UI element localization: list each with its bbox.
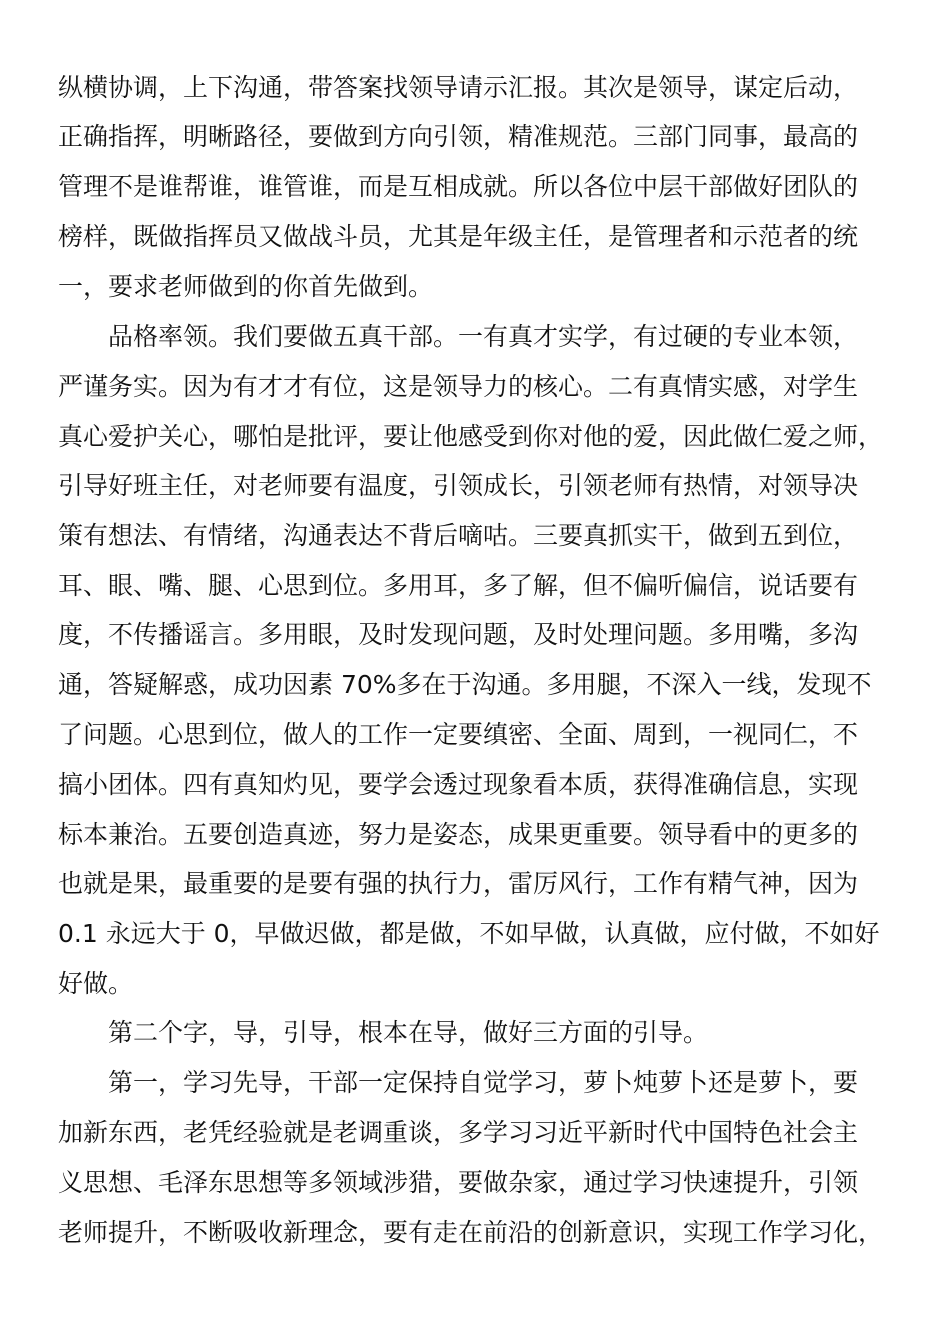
text-line: 也就是果，最重要的是要有强的执行力，雷厉风行，工作有精气神，因为 [58,869,859,898]
text-line: 义思想、毛泽东思想等多领域涉猎，要做杂家，通过学习快速提升，引领 [58,1168,859,1197]
text-line: 管理不是谁帮谁，谁管谁，而是互相成就。所以各位中层干部做好团队的 [58,172,859,201]
text-line: 度，不传播谣言。多用眼，及时发现问题，及时处理问题。多用嘴，多沟 [58,620,859,649]
text-line: 耳、眼、嘴、腿、心思到位。多用耳，多了解，但不偏听偏信，说话要有 [58,571,859,600]
text-line: 标本兼治。五要创造真迹，努力是姿态，成果更重要。领导看中的更多的 [58,820,859,849]
text-line: 正确指挥，明晰路径，要做到方向引领，精准规范。三部门同事，最高的 [58,122,859,151]
text-line: 搞小团体。四有真知灼见，要学会透过现象看本质，获得准确信息，实现 [58,770,859,799]
text-line: 榜样，既做指挥员又做战斗员，尤其是年级主任，是管理者和示范者的统 [58,222,859,251]
text-line: 第二个字，导，引导，根本在导，做好三方面的引导。 [58,1018,709,1047]
text-line: 策有想法、有情绪，沟通表达不背后嘀咕。三要真抓实干，做到五到位， [58,521,859,550]
text-line: 纵横协调，上下沟通，带答案找领导请示汇报。其次是领导，谋定后动， [58,73,859,102]
text-line: 好做。 [58,969,134,998]
text-line: 通，答疑解惑，成功因素 70%多在于沟通。多用腿，不深入一线，发现不 [58,670,872,699]
text-line: 加新东西，老凭经验就是老调重谈，多学习习近平新时代中国特色社会主 [58,1118,859,1147]
text-line: 严谨务实。因为有才才有位，这是领导力的核心。二有真情实感，对学生 [58,372,859,401]
text-line: 一，要求老师做到的你首先做到。 [58,272,434,301]
text-line: 老师提升，不断吸收新理念，要有走在前沿的创新意识，实现工作学习化， [58,1218,884,1247]
text-line: 真心爱护关心，哪怕是批评，要让他感受到你对他的爱，因此做仁爱之师， [58,422,884,451]
text-line: 引导好班主任，对老师要有温度，引领成长，引领老师有热情，对领导决 [58,471,859,500]
text-line: 0.1 永远大于 0，早做迟做，都是做，不如早做，认真做，应付做，不如好 [58,919,880,948]
text-line: 第一，学习先导，干部一定保持自觉学习，萝卜炖萝卜还是萝卜，要 [58,1068,859,1097]
text-line: 了问题。心思到位，做人的工作一定要缜密、全面、周到，一视同仁，不 [58,720,859,749]
text-line: 品格率领。我们要做五真干部。一有真才实学，有过硬的专业本领， [58,322,859,351]
